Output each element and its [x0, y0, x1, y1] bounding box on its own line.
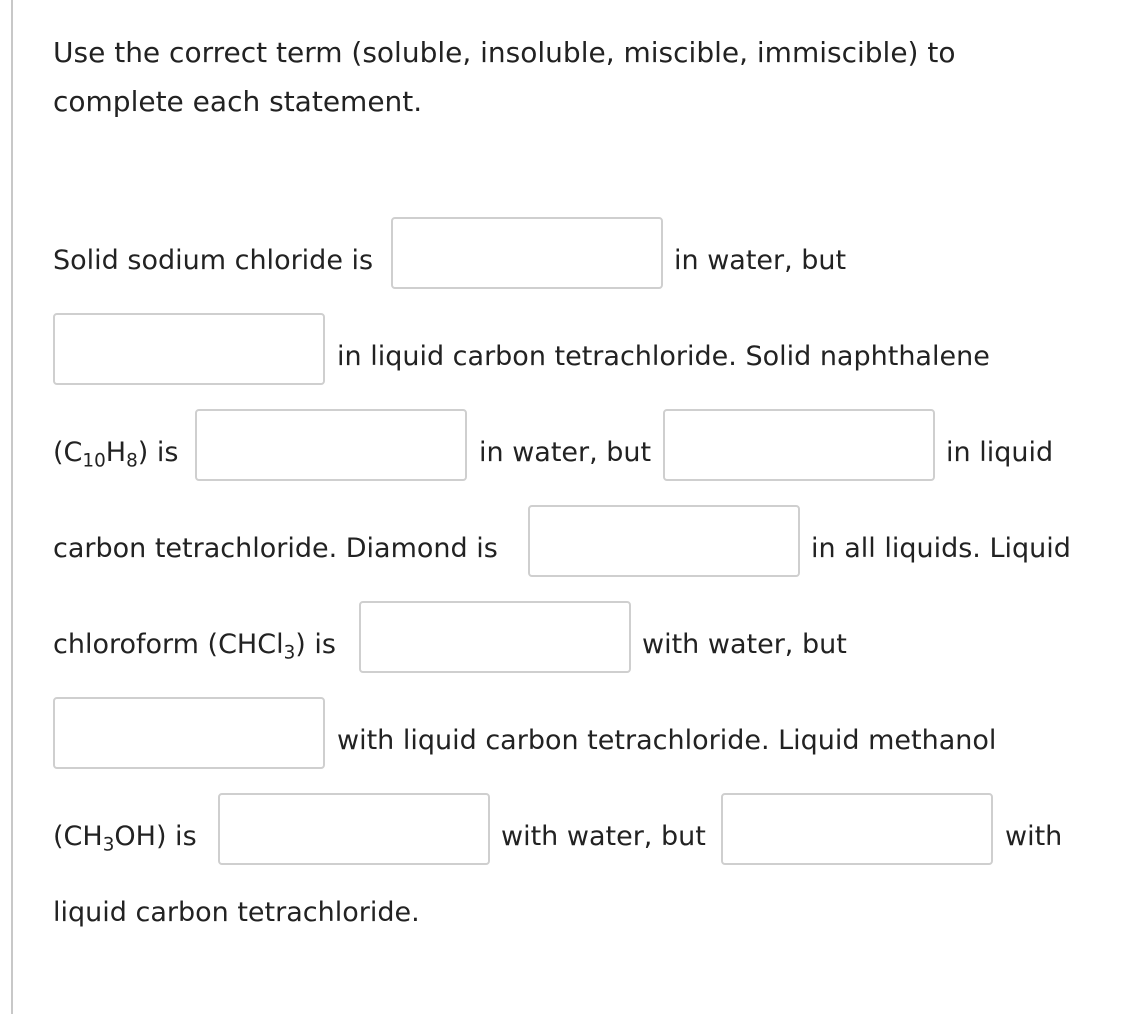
- statement-text-4: [53, 433, 178, 473]
- naphthalene-formula-hydrogen: H: [105, 437, 127, 468]
- statement-text-13: with water, but: [501, 821, 706, 852]
- statement-text-14: with: [1005, 821, 1063, 852]
- answer-blank-methanol-ccl4[interactable]: [721, 793, 993, 865]
- statement-text-7: carbon tetrachloride. Diamond is: [53, 533, 498, 564]
- statement-text-6: in liquid: [946, 437, 1054, 468]
- statement-text-10: with water, but: [642, 629, 847, 660]
- statement-text-9: [53, 625, 336, 665]
- answer-blank-chloroform-water[interactable]: [359, 601, 631, 673]
- statement-text-3: in liquid carbon tetrachloride. Solid naphthalene: [337, 341, 990, 372]
- left-border-rule: [11, 0, 13, 1014]
- answer-blank-methanol-water[interactable]: [218, 793, 490, 865]
- answer-blank-naphthalene-ccl4[interactable]: [663, 409, 935, 481]
- answer-blank-naphthalene-water[interactable]: [195, 409, 467, 481]
- naphthalene-formula-close: ) is: [137, 437, 179, 468]
- naphthalene-formula-open: (C: [53, 437, 83, 468]
- naphthalene-subscript-carbon: 10: [82, 450, 106, 472]
- statement-text-11: with liquid carbon tetrachloride. Liquid methanol: [337, 725, 997, 756]
- statement-text-15: liquid carbon tetrachloride.: [53, 897, 420, 928]
- statement-text-5: in water, but: [479, 437, 652, 468]
- methanol-formula-close: OH) is: [114, 821, 197, 852]
- statement-text-8: in all liquids. Liquid: [811, 533, 1071, 564]
- methanol-formula-open: (CH: [53, 821, 103, 852]
- answer-blank-nacl-water[interactable]: [391, 217, 663, 289]
- statement-text-12: [53, 817, 197, 857]
- answer-blank-diamond[interactable]: [528, 505, 800, 577]
- chloroform-subscript: 3: [283, 642, 296, 664]
- methanol-subscript: 3: [102, 834, 115, 856]
- naphthalene-subscript-hydrogen: 8: [126, 450, 138, 472]
- statement-text-1: Solid sodium chloride is: [53, 245, 374, 276]
- answer-blank-chloroform-ccl4[interactable]: [53, 697, 325, 769]
- question-instructions: Use the correct term (soluble, insoluble, miscible, immiscible) to complete each statement.: [53, 36, 956, 118]
- chloroform-formula-open: chloroform (CHCl: [53, 629, 284, 660]
- answer-blank-nacl-ccl4[interactable]: [53, 313, 325, 385]
- chloroform-formula-close: ) is: [295, 629, 336, 660]
- statement-text-2: in water, but: [674, 245, 847, 276]
